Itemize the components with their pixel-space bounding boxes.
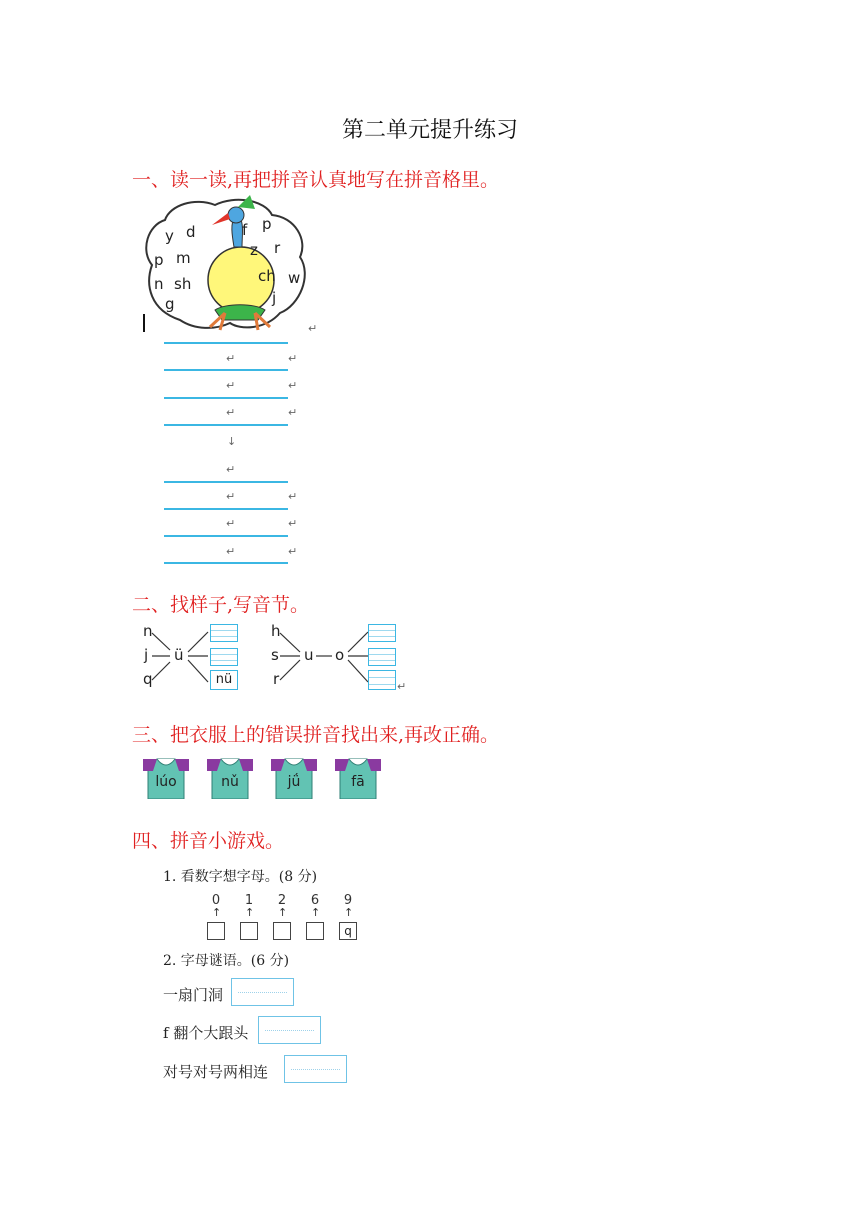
- peacock-letter: p: [154, 251, 164, 269]
- pinyin-grid-line[interactable]: [164, 562, 288, 564]
- peacock-illustration: [140, 195, 310, 335]
- shirt-pinyin: fā: [351, 774, 365, 790]
- return-mark-icon: ↵: [226, 352, 236, 365]
- answer-grid[interactable]: [368, 670, 396, 690]
- return-mark-icon: ↵: [226, 406, 236, 419]
- return-mark-icon: ↵: [288, 517, 298, 530]
- letter-answer-box[interactable]: [207, 922, 225, 940]
- section3-heading: 三、把衣服上的错误拼音找出来,再改正确。: [132, 724, 500, 746]
- peacock-icon: [140, 195, 310, 335]
- example-grid: nü: [210, 670, 238, 690]
- arrow-up-icon: ↑: [245, 906, 255, 919]
- return-mark-icon: ↵: [288, 406, 298, 419]
- shirt-pinyin: nǔ: [221, 774, 239, 790]
- pinyin-grid-line[interactable]: [164, 397, 288, 399]
- peacock-letter: r: [274, 239, 281, 257]
- return-mark-icon: ↵: [226, 463, 236, 476]
- q1-label: 1. 看数字想字母。(8 分): [163, 869, 318, 885]
- initial-letter: q: [143, 670, 153, 688]
- shirt-card[interactable]: [143, 757, 189, 799]
- letter-answer-box[interactable]: q: [339, 922, 357, 940]
- letter-answer-box[interactable]: [273, 922, 291, 940]
- pinyin-grid-line[interactable]: [164, 424, 288, 426]
- shirt-card[interactable]: [207, 757, 253, 799]
- peacock-letter: w: [288, 269, 301, 287]
- return-mark-icon: ↵: [288, 490, 298, 503]
- letter-answer-box[interactable]: [306, 922, 324, 940]
- peacock-letter: g: [165, 295, 175, 313]
- answer-grid[interactable]: [368, 624, 396, 642]
- peacock-letter: y: [165, 227, 174, 245]
- initial-letter: r: [273, 670, 280, 688]
- peacock-letter: p: [262, 215, 272, 233]
- shirt-card[interactable]: [271, 757, 317, 799]
- section2-heading: 二、找样子,写音节。: [132, 594, 310, 616]
- pinyin-grid-line[interactable]: [164, 342, 288, 344]
- return-mark-icon: ↵: [226, 490, 236, 503]
- final-letter: o: [335, 646, 345, 664]
- q2-label: 2. 字母谜语。(6 分): [163, 953, 290, 969]
- peacock-letter: n: [154, 275, 164, 293]
- initial-letter: s: [271, 646, 279, 664]
- arrow-up-icon: ↑: [344, 906, 354, 919]
- shirt-card[interactable]: [335, 757, 381, 799]
- return-mark-icon: ↵: [226, 379, 236, 392]
- peacock-letter: f: [242, 221, 248, 239]
- return-mark-icon: ↵: [288, 545, 298, 558]
- return-mark-icon: ↵: [288, 379, 298, 392]
- return-mark-icon: ↵: [288, 352, 298, 365]
- pinyin-grid-line[interactable]: [164, 535, 288, 537]
- initial-letter: h: [271, 622, 281, 640]
- section1-heading: 一、读一读,再把拼音认真地写在拼音格里。: [132, 169, 500, 191]
- pinyin-grid-line[interactable]: [164, 369, 288, 371]
- initial-letter: j: [144, 646, 149, 664]
- number-label: 0: [211, 893, 221, 908]
- peacock-letter: ch: [258, 267, 276, 285]
- number-label: 1: [244, 893, 254, 908]
- answer-grid[interactable]: [210, 648, 238, 666]
- return-mark-icon: ↵: [226, 545, 236, 558]
- letter-answer-box[interactable]: [240, 922, 258, 940]
- number-label: 9: [343, 893, 353, 908]
- arrow-up-icon: ↑: [278, 906, 288, 919]
- riddle-answer-box[interactable]: [231, 978, 294, 1006]
- pinyin-grid-line[interactable]: [164, 508, 288, 510]
- answer-grid[interactable]: [210, 624, 238, 642]
- peacock-letter: d: [186, 223, 196, 241]
- final-letter: ü: [174, 646, 184, 664]
- text-cursor: [143, 314, 145, 332]
- number-label: 6: [310, 893, 320, 908]
- return-mark-icon: ↵: [226, 517, 236, 530]
- arrow-up-icon: ↑: [212, 906, 222, 919]
- return-mark-icon: ↵: [308, 322, 318, 335]
- riddle-text: f 翻个大跟头: [163, 1024, 249, 1042]
- combination-diagram-left: [140, 622, 250, 692]
- return-mark-icon: ↵: [397, 680, 407, 693]
- combination-diagram-right: [268, 622, 408, 692]
- peacock-letter: z: [250, 241, 258, 259]
- section4-heading: 四、拼音小游戏。: [132, 830, 285, 852]
- peacock-letter: m: [176, 249, 191, 267]
- number-label: 2: [277, 893, 287, 908]
- pinyin-grid-line[interactable]: [164, 481, 288, 483]
- peacock-letter: sh: [174, 275, 192, 293]
- answer-grid[interactable]: [368, 648, 396, 666]
- riddle-text: 一扇门洞: [163, 986, 224, 1004]
- shirt-pinyin: lúo: [155, 774, 177, 790]
- riddle-answer-box[interactable]: [284, 1055, 347, 1083]
- initial-letter: n: [143, 622, 153, 640]
- peacock-letter: j: [272, 289, 277, 307]
- riddle-answer-box[interactable]: [258, 1016, 321, 1044]
- riddle-text: 对号对号两相连: [163, 1063, 269, 1081]
- page-title: 第二单元提升练习: [341, 118, 518, 143]
- medial-letter: u: [304, 646, 314, 664]
- line-break-icon: ↓: [227, 435, 237, 448]
- shirt-pinyin: jǘ: [287, 774, 301, 790]
- arrow-up-icon: ↑: [311, 906, 321, 919]
